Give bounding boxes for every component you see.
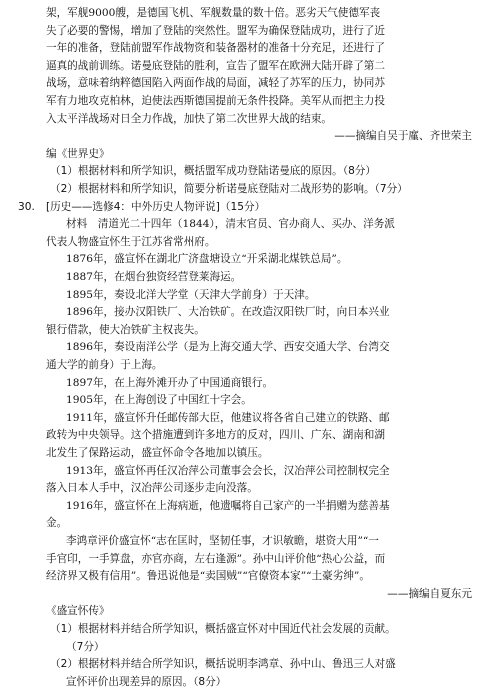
material-line: 代表人物盛宣怀生于江苏省常州府。 [46,235,216,248]
material-line: 通大学的前身）于上海。 [46,359,163,371]
material-line: 1916年，盛宣怀在上海病逝，他遗嘱将自己家产的一半捐赠为慈善基 [66,499,390,512]
material-line: 政转为中央领导。这个措施遭到许多地方的反对，四川、广东、湖南和湖 [46,429,385,442]
source-citation: 《盛宣怀传》 [46,605,110,618]
source-citation: ——摘编自夏东元 [387,587,472,600]
material-line: 北发生了保路运动，盛宣怀命令各地加以镇压。 [46,447,269,459]
material-line: 战场，意味着纳粹德国陷入两面作战的局面，减轻了苏军的压力，协同苏 [46,77,385,90]
question-number: 30. [18,200,35,213]
question-title: [历史——选修4：中外历史人物评说]（15分） [46,200,266,213]
material-line: 1895年，奏设北洋大学堂（天津大学前身）于天津。 [66,288,316,301]
material-line: 材料 清道光二十四年（1844），清末官员、官办商人、买办、洋务派 [66,218,395,231]
question-item: （2）根据材料并结合所学知识，概括说明李鸿章、孙中山、鲁迅三人对盛 [50,658,396,671]
material-line: 失了必要的警惕，增加了登陆的突然性。盟军为确保登陆成功，进行了近 [46,24,385,37]
material-line: 1897年，在上海外滩开办了中国通商银行。 [66,376,274,389]
material-line: 一年的准备，登陆前盟军作战物资和装备器材的准备十分充足，还进行了 [46,42,385,55]
material-line: 军有力地攻克柏林，迫使法西斯德国提前无条件投降。美军从而把主力投 [46,95,385,107]
material-line: 1913年，盛宣怀再任汉冶萍公司董事会会长，汉冶萍公司控制权完全 [66,464,390,477]
material-line: 1905年，在上海创设了中国红十字会。 [66,394,252,407]
question-item: （1）根据材料和所学知识，概括盟军成功登陆诺曼底的原因。（8分） [50,165,376,178]
source-citation: ——摘编自吴于廑、齐世荣主 [334,130,472,143]
material-line: 1896年，奏设南洋公学（是为上海交通大学、西安交通大学、台湾交 [66,341,390,354]
question-item: （1）根据材料并结合所学知识，概括盛宣怀对中国近代社会发展的贡献。 [50,623,396,635]
question-item: 宣怀评价出现差异的原因。（8分） [66,675,227,688]
material-line: 经济界又极有信用”。鲁迅说他是“卖国贼”“官僚资本家”“土豪劣绅”。 [46,570,370,583]
material-line: 入太平洋战场对日全力作战，加快了第二次世界大战的结束。 [46,112,333,125]
material-line: 逼真的战前训练。诺曼底登陆的胜利，宣告了盟军在欧洲大陆开辟了第二 [46,59,385,72]
material-line: 落入日本人手中，汉冶萍公司逐步走向没落。 [46,482,258,495]
question-item: （7分） [66,640,105,653]
material-line: 银行借款，使大冶铁矿主权丧失。 [46,323,205,336]
material-line: 1876年，盛宣怀在湖北广济盘塘设立“开采湖北煤铁总局”。 [66,253,348,266]
source-citation: 编《世界史》 [46,147,110,160]
material-line: 李鸿章评价盛宣怀“志在匡时，坚韧任事，才识敏瞻，堪资大用”“一 [66,535,379,547]
material-line: 架，军舰9000艘，是德国飞机、军舰数量的数十倍。恶劣天气使德军丧 [46,7,381,19]
question-item: （2）根据材料和所学知识，简要分析诺曼底登陆对二战形势的影响。（7分） [50,183,408,195]
material-line: 手官印，一手算盘，亦官亦商，左右逢源”。孙中山评价他“热心公益，而 [46,552,386,565]
material-line: 1887年，在烟台独资经营登莱海运。 [66,271,242,283]
material-line: 1911年，盛宣怀升任邮传部大臣，他建议将各省自己建立的铁路、邮 [66,411,390,424]
material-line: 1896年，接办汉阳铁厂、大冶铁矿。在改造汉阳铁厂时，向日本兴业 [66,306,390,319]
material-line: 金。 [46,517,68,530]
